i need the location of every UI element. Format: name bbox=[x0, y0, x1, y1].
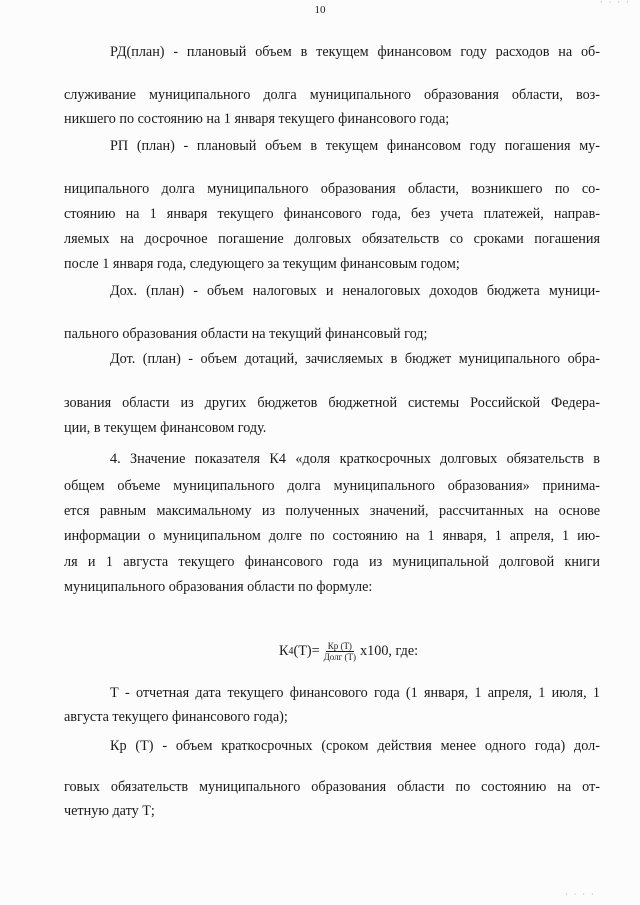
text-line: говых обязательств муниципального образования области по состоянию на от- bbox=[64, 779, 600, 795]
text-line: стоянию на 1 января текущего финансового года, без учета платежей, направ- bbox=[64, 206, 600, 222]
text-line: Т - отчетная дата текущего финансового года (1 января, 1 апреля, 1 июля, 1 bbox=[110, 685, 600, 701]
text-line: зования области из других бюджетов бюджетной системы Российской Федера- bbox=[64, 395, 600, 411]
formula-rhs: х100, где: bbox=[360, 642, 419, 659]
text-line: пального образования области на текущий финансовый год; bbox=[64, 326, 428, 342]
text-line: ции, в текущем финансовом году. bbox=[64, 420, 267, 436]
formula-numerator: Кр (Т) bbox=[327, 640, 352, 651]
text-line: четную дату Т; bbox=[64, 803, 155, 819]
text-line: никшего по состоянию на 1 января текущего финансового года; bbox=[64, 111, 450, 127]
text-line: после 1 января года, следующего за текущим финансовым годом; bbox=[64, 256, 460, 272]
text-line: служивание муниципального долга муниципального образования области, воз- bbox=[64, 87, 600, 103]
text-line: РД(план) - плановый объем в текущем финансовом году расходов на об- bbox=[110, 44, 600, 60]
text-line: Дох. (план) - объем налоговых и неналоговых доходов бюджета муници- bbox=[110, 283, 600, 299]
text-line: ля и 1 августа текущего финансового года из муниципальной долговой книги bbox=[64, 554, 600, 570]
formula-lhs-arg: (Т)= bbox=[293, 642, 320, 659]
formula-k4 bbox=[279, 636, 418, 666]
page-number: 10 bbox=[314, 4, 326, 16]
scan-artifact: · · · · bbox=[600, 0, 631, 7]
formula-denominator: Долг (Т) bbox=[323, 651, 357, 662]
text-line: ниципального долга муниципального образования области, возникшего по со- bbox=[64, 181, 600, 197]
scan-artifact: · · · · bbox=[565, 890, 596, 899]
text-line: Кр (Т) - объем краткосрочных (сроком действия менее одного года) дол- bbox=[110, 738, 600, 754]
text-line: августа текущего финансового года); bbox=[64, 709, 288, 725]
text-line: ется равным максимальному из полученных значений, рассчитанных на основе bbox=[64, 503, 600, 519]
text-line: Дот. (план) - объем дотаций, зачисляемых в бюджет муниципального обра- bbox=[110, 351, 600, 367]
text-line: РП (план) - плановый объем в текущем финансовом году погашения му- bbox=[110, 138, 600, 154]
text-line: ляемых на досрочное погашение долговых обязательств со сроками погашения bbox=[64, 231, 600, 247]
text-line: информации о муниципальном долге по состоянию на 1 января, 1 апреля, 1 ию- bbox=[64, 528, 600, 544]
formula-lhs: К bbox=[279, 642, 289, 659]
text-line: муниципального образования области по формуле: bbox=[64, 579, 373, 595]
formula-fraction bbox=[322, 641, 358, 662]
text-line: общем объеме муниципального долга муниципального образования» принима- bbox=[64, 478, 600, 494]
text-line: 4. Значение показателя К4 «доля краткосрочных долговых обязательств в bbox=[110, 451, 600, 467]
formula-lhs-subscript: 4 bbox=[288, 645, 294, 657]
